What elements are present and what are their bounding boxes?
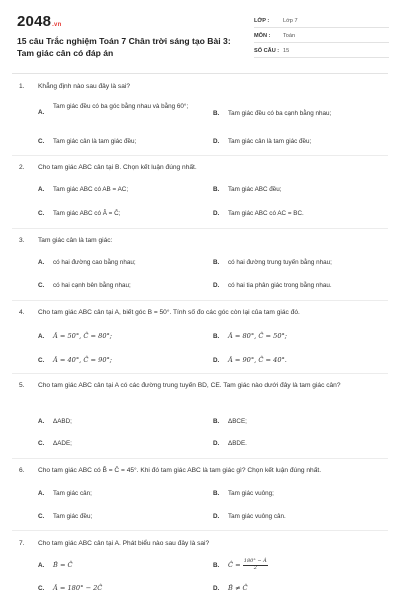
option-letter: B. <box>213 186 220 193</box>
question-text: Cho tam giác ABC cân tại A. Phát biểu nào sau đây là sai? <box>38 540 210 547</box>
option-letter: A. <box>38 109 45 116</box>
meta-value: Lớp 7 <box>283 17 298 24</box>
option-text: ΔABD; <box>53 418 72 425</box>
question-divider <box>12 300 388 301</box>
meta-label: MÔN : <box>254 32 271 39</box>
option-text-lhs: Ĉ = <box>228 561 243 569</box>
question-number: 1. <box>19 83 25 90</box>
option-text: ΔADE; <box>53 440 72 447</box>
option-letter: B. <box>213 333 220 340</box>
option-letter: B. <box>213 490 220 497</box>
question-number: 5. <box>19 382 25 389</box>
option-letter: D. <box>213 210 220 217</box>
option-text: Â = 180° − 2Ĉ <box>53 584 103 592</box>
option-text: Tam giác vuông; <box>228 490 274 497</box>
option-letter: D. <box>213 585 220 592</box>
question-divider <box>12 155 388 156</box>
meta-label: SỐ CÂU : <box>254 47 280 54</box>
option-letter: D. <box>213 282 220 289</box>
option-letter: D. <box>213 513 220 520</box>
logo-text: 2048 <box>17 13 52 30</box>
question-text: Cho tam giác ABC cân tại A, biết góc B = 50°. Tính số đo các góc còn lại của tam giác đó. <box>38 309 300 316</box>
question-number: 3. <box>19 237 25 244</box>
meta-row-grade <box>254 14 389 28</box>
option-letter: A. <box>38 259 45 266</box>
option-letter: A. <box>38 418 45 425</box>
question-number: 4. <box>19 309 25 316</box>
fraction-numerator: 180° − Â <box>243 558 267 564</box>
question-text: Tam giác cân là tam giác: <box>38 237 113 244</box>
option-text: Tam giác đều có ba cạnh bằng nhau; <box>228 110 332 117</box>
option-text: Tam giác ABC có AB = AC; <box>53 186 129 193</box>
logo-suffix: .vn <box>52 22 62 28</box>
option-text: Tam giác cân; <box>53 490 92 497</box>
question-text: Cho tam giác ABC có B̂ = Ĉ = 45°. Khi đó tam giác ABC là tam giác gì? Chọn kết luận đúng nhất. <box>38 467 322 474</box>
option-text: có hai đường cao bằng nhau; <box>53 259 136 266</box>
option-letter: A. <box>38 186 45 193</box>
option-letter: A. <box>38 333 45 340</box>
question-divider <box>12 228 388 229</box>
option-letter: C. <box>38 138 45 145</box>
option-text: Tam giác vuông cân. <box>228 513 286 520</box>
option-letter: D. <box>213 440 220 447</box>
option-letter: B. <box>213 562 220 569</box>
option-letter: B. <box>213 259 220 266</box>
fraction-denominator: 2 <box>253 564 257 571</box>
option-letter: C. <box>38 585 45 592</box>
document-header <box>0 0 400 76</box>
question-number: 7. <box>19 540 25 547</box>
option-text: có hai tia phân giác trong bằng nhau. <box>228 282 332 289</box>
option-text: Â = 90°, Ĉ = 40°. <box>228 356 287 364</box>
question-text: Cho tam giác ABC cân tại B. Chọn kết luận đúng nhất. <box>38 164 197 171</box>
question-text: Cho tam giác ABC cân tại A có các đường trung tuyến BD, CE. Tam giác nào dưới đây là tam giác cân? <box>38 382 341 389</box>
option-letter: D. <box>213 357 220 364</box>
option-text: Â = 80°, Ĉ = 50°; <box>228 332 288 340</box>
option-text: ΔBCE; <box>228 418 247 425</box>
option-letter: A. <box>38 490 45 497</box>
question-number: 2. <box>19 164 25 171</box>
option-letter: C. <box>38 357 45 364</box>
option-text: Tam giác cân là tam giác đều; <box>53 138 137 145</box>
question-text: Khẳng định nào sau đây là sai? <box>38 83 131 90</box>
option-letter: B. <box>213 110 220 117</box>
option-text: B̂ = Ĉ <box>53 561 73 569</box>
question-divider <box>12 373 388 374</box>
meta-table <box>254 14 389 59</box>
option-letter: B. <box>213 418 220 425</box>
option-text <box>228 559 378 571</box>
option-letter: C. <box>38 440 45 447</box>
question-divider <box>12 458 388 459</box>
option-text: có hai cạnh bên bằng nhau; <box>53 282 131 289</box>
option-letter: A. <box>38 562 45 569</box>
option-text: Tam giác ABC đều; <box>228 186 282 193</box>
page-title: 15 câu Trắc nghiệm Toán 7 Chân trời sáng tạo Bài 3: Tam giác cân có đáp án <box>17 36 231 58</box>
meta-value: Toán <box>283 32 296 39</box>
option-text: có hai đường trung tuyến bằng nhau; <box>228 259 332 266</box>
meta-row-subject <box>254 29 389 43</box>
option-text: Â = 50°, Ĉ = 80°; <box>53 332 113 340</box>
question-number: 6. <box>19 467 25 474</box>
fraction <box>243 559 268 571</box>
option-letter: C. <box>38 210 45 217</box>
option-text: Tam giác đều có ba góc bằng nhau và bằng 60°; <box>53 103 189 110</box>
option-letter: D. <box>213 138 220 145</box>
option-text: Tam giác đều; <box>53 513 93 520</box>
option-letter: C. <box>38 282 45 289</box>
meta-row-count <box>254 44 389 58</box>
option-text: Â = 40°, Ĉ = 90°; <box>53 356 113 364</box>
meta-value: 15 <box>283 47 290 54</box>
option-text: Tam giác ABC có Â = Ĉ; <box>53 210 121 217</box>
option-text: B̂ ≠ Ĉ <box>228 584 248 592</box>
option-text: ΔBDE. <box>228 440 247 447</box>
meta-label: LỚP : <box>254 17 270 24</box>
question-divider <box>12 530 388 531</box>
header-divider <box>12 73 388 74</box>
option-text: Tam giác cân là tam giác đều; <box>228 138 312 145</box>
site-logo[interactable] <box>17 13 61 30</box>
option-text: Tam giác ABC có AC = BC. <box>228 210 304 217</box>
option-letter: C. <box>38 513 45 520</box>
